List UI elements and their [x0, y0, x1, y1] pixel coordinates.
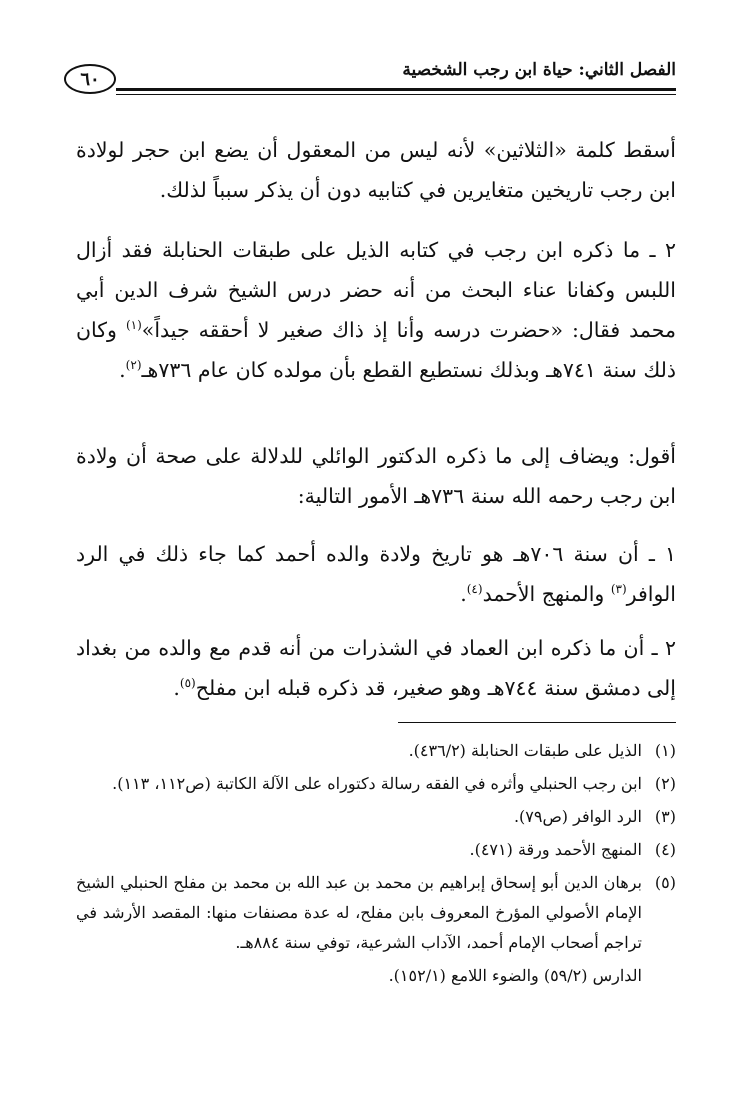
- page-header: [64, 58, 676, 102]
- footnote-text: ابن رجب الحنبلي وأثره في الفقه رسالة دكتوراه على الآلة الكاتبة (ص١١٢، ١١٣).: [112, 774, 642, 793]
- paragraph-text: أقول: ويضاف إلى ما ذكره الدكتور الوائلي للدلالة على صحة أن ولادة ابن رجب رحمه الله سنة ٧٣٦هـ الأمور التالية:: [76, 444, 676, 508]
- footnote-number: (٥): [654, 873, 676, 892]
- paragraph-text: [76, 628, 676, 708]
- paragraph-5-part-a: ٢ ـ أن ما ذكره ابن العماد في الشذرات من أنه قدم مع والده من بغداد إلى دمشق سنة ٧٤٤هـ وهو صغير، قد ذكره قبله ابن مفلح: [76, 636, 676, 700]
- paragraph-text: [76, 230, 676, 390]
- footnote: [76, 868, 676, 958]
- paragraph-4-part-a: ١ ـ أن سنة ٧٠٦هـ هو تاريخ ولادة والده أحمد كما جاء ذلك في الرد الوافر: [76, 542, 676, 606]
- header-rule-thin: [144, 94, 676, 95]
- footnote-text: المنهج الأحمد ورقة (٤٧١).: [469, 840, 642, 859]
- footnote-ref-3[interactable]: (٣): [610, 582, 627, 597]
- page-number: ٦٠: [64, 64, 116, 94]
- paragraph-1: [76, 130, 676, 210]
- paragraph-2-part-a: ٢ ـ ما ذكره ابن رجب في كتابه الذيل على طبقات الحنابلة فقد أزال اللبس وكفانا عناء البحث من أنه حضر درس الشيخ شرف الدين أبي محمد فقال: «حضرت درسه وأنا إذ ذاك صغير لا أحققه جيداً»: [76, 238, 676, 342]
- footnote-ref-4[interactable]: (٤): [466, 582, 483, 597]
- paragraph-2-end: .: [119, 358, 126, 382]
- paragraph-5-end: .: [173, 676, 180, 700]
- footnote-number: (٢): [654, 774, 676, 793]
- footnote-text: الذيل على طبقات الحنابلة (٤٣٦/٢).: [408, 741, 642, 760]
- footnote-number: (٣): [654, 807, 676, 826]
- header-rule-thick: [144, 88, 676, 91]
- footnote-text: برهان الدين أبو إسحاق إبراهيم بن محمد بن عبد الله بن محمد بن مفلح الحنبلي الشيخ الإمام الأصولي المؤرخ المعروف بابن مفلح، له عدة مصنفات منها: المقصد الأرشد في تراجم أصحاب الإمام أحمد، الآداب الشرعية، توفي سنة ٨٨٤هـ.: [76, 873, 642, 952]
- paragraph-2: [76, 230, 676, 390]
- footnote: [76, 736, 676, 766]
- footnote-separator: [398, 722, 676, 723]
- footnote-ref-2[interactable]: (٢): [125, 358, 142, 373]
- footnote-ref-5[interactable]: (٥): [179, 676, 196, 691]
- footnote-number: (١): [654, 741, 676, 760]
- page-number-rule-thick: [116, 88, 146, 91]
- paragraph-5: [76, 628, 676, 708]
- paragraph-text: أسقط كلمة «الثلاثين» لأنه ليس من المعقول أن يضع ابن حجر لولادة ابن رجب تاريخين متغايرين في كتابيه دون أن يذكر سبباً لذلك.: [76, 138, 676, 202]
- page-number-rule-thin: [116, 94, 146, 95]
- footnote-ref-1[interactable]: (١): [125, 318, 142, 333]
- footnotes: [76, 736, 676, 991]
- footnote: [76, 802, 676, 832]
- footnote-number: (٤): [654, 840, 676, 859]
- page-number-badge: [64, 60, 144, 100]
- paragraph-4: [76, 534, 676, 614]
- chapter-title: الفصل الثاني: حياة ابن رجب الشخصية: [402, 60, 676, 80]
- paragraph-3: [76, 436, 676, 516]
- footnote-continuation: الدارس (٥٩/٢) والضوء اللامع (١٥٢/١).: [388, 966, 642, 985]
- paragraph-4-part-b: والمنهج الأحمد: [482, 582, 611, 606]
- paragraph-4-end: .: [460, 582, 467, 606]
- footnote: [76, 769, 676, 799]
- footnote: [76, 835, 676, 865]
- paragraph-2-part-b: وكان ذلك سنة ٧٤١هـ وبذلك نستطيع القطع بأن مولده كان عام ٧٣٦هـ: [76, 318, 676, 382]
- paragraph-text: [76, 534, 676, 614]
- footnote-text: الرد الوافر (ص٧٩).: [513, 807, 642, 826]
